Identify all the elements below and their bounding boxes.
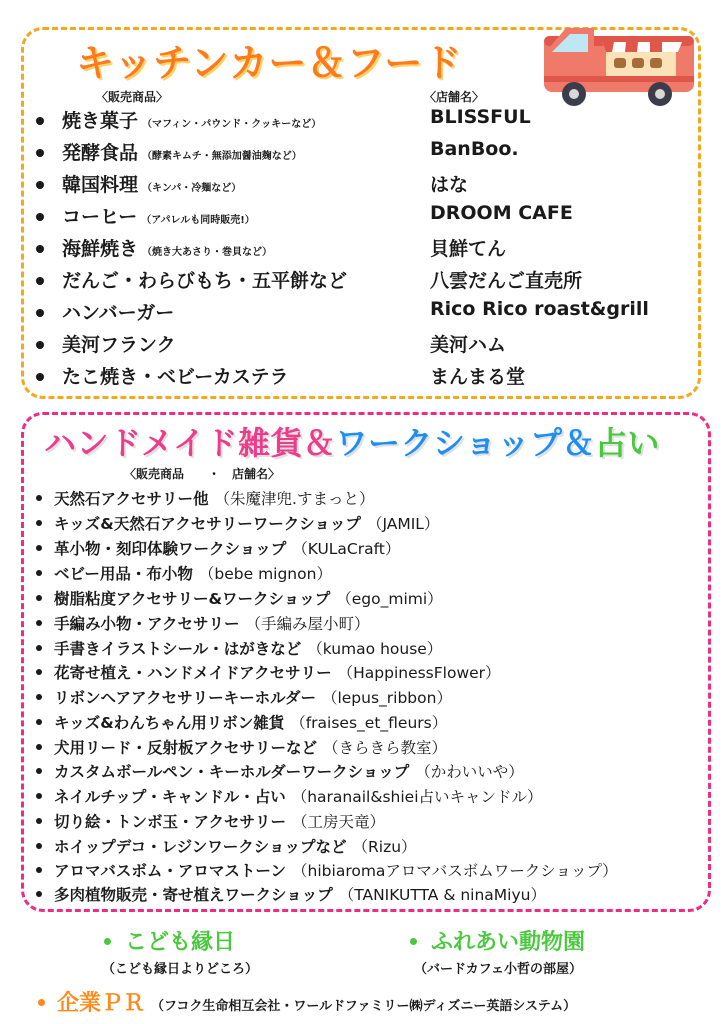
food-item [36, 330, 696, 360]
event-kids-fair: こども縁日 [104, 925, 235, 956]
bullet-icon [36, 545, 42, 551]
food-section-title: キッチンカー＆フード [76, 41, 463, 85]
bullet-icon [36, 768, 42, 774]
bullet-icon [36, 149, 44, 157]
food-shop: 貝鮮てん [430, 238, 507, 260]
bullet-icon [36, 843, 42, 849]
bullet-icon [36, 818, 42, 824]
food-item [36, 298, 696, 328]
bullet-icon [36, 181, 44, 189]
bullet-icon [36, 793, 42, 799]
bullet-icon [38, 999, 45, 1006]
food-product: だんご・わらびもち・五平餅など [62, 270, 348, 292]
corporate-pr: 企業ＰＲ （フコク生命相互会社・ワールドファミリー㈱ディズニー英語システム） [38, 986, 576, 1017]
food-product: 発酵食品 （酵素キムチ・無添加醤油麹など） [62, 142, 302, 164]
craft-section-title: ハンドメイド雑貨＆ワークショップ＆占い [44, 424, 660, 462]
bullet-icon [36, 570, 42, 576]
bullet-icon [36, 744, 42, 750]
food-header-shop: 〈店舗名〉 [424, 90, 485, 104]
craft-header: 〈販売商品 ・ 店舗名〉 [124, 467, 281, 481]
bullet-icon [410, 938, 417, 945]
food-shop: DROOM CAFE [430, 202, 573, 224]
bullet-icon [36, 373, 44, 381]
bullet-icon [36, 277, 44, 285]
food-shop: BanBoo. [430, 138, 519, 160]
bullet-icon [36, 117, 44, 125]
bullet-icon [36, 520, 42, 526]
food-product: ハンバーガー [62, 302, 175, 324]
food-product: 美河フランク [62, 334, 176, 356]
food-item [36, 202, 696, 232]
food-item [36, 234, 696, 264]
food-product: 韓国料理 （キンパ・冷麺など） [62, 174, 242, 196]
bullet-icon [36, 719, 42, 725]
event-kids-fair-sub: （こども縁日よりどころ） [102, 962, 259, 977]
food-shop: Rico Rico roast&grill [430, 298, 649, 320]
bullet-icon [36, 867, 42, 873]
food-header-product: 〈販売商品〉 [96, 90, 169, 104]
bullet-icon [36, 891, 42, 897]
food-shop: はな [430, 174, 469, 196]
event-petting-zoo: ふれあい動物園 [410, 925, 585, 956]
food-item [36, 170, 696, 200]
bullet-icon [36, 694, 42, 700]
bullet-icon [36, 341, 44, 349]
food-product: たこ焼き・ベビーカステラ [62, 366, 289, 388]
bullet-icon [36, 213, 44, 221]
food-shop: 八雲だんご直売所 [430, 270, 583, 292]
bullet-icon [36, 669, 42, 675]
bullet-icon [36, 620, 42, 626]
food-item [36, 362, 696, 392]
food-shop: 美河ハム [430, 334, 507, 356]
food-item [36, 106, 696, 136]
food-item [36, 266, 696, 296]
food-shop: まんまる堂 [430, 366, 526, 388]
food-product: コーヒー （アパレルも同時販売!） [62, 206, 255, 228]
bullet-icon [36, 245, 44, 253]
food-item [36, 138, 696, 168]
food-truck-icon [536, 14, 706, 114]
food-product: 焼き菓子 （マフィン・パウンド・クッキーなど） [62, 110, 322, 132]
bullet-icon [36, 309, 44, 317]
bullet-icon [36, 595, 42, 601]
bullet-icon [104, 938, 111, 945]
food-shop: BLISSFUL [430, 106, 531, 128]
bullet-icon [36, 645, 42, 651]
event-petting-zoo-sub: （バードカフェ小哲の部屋） [414, 962, 582, 977]
food-product: 海鮮焼き （焼き大あさり・巻貝など） [62, 238, 273, 260]
bullet-icon [36, 495, 42, 501]
